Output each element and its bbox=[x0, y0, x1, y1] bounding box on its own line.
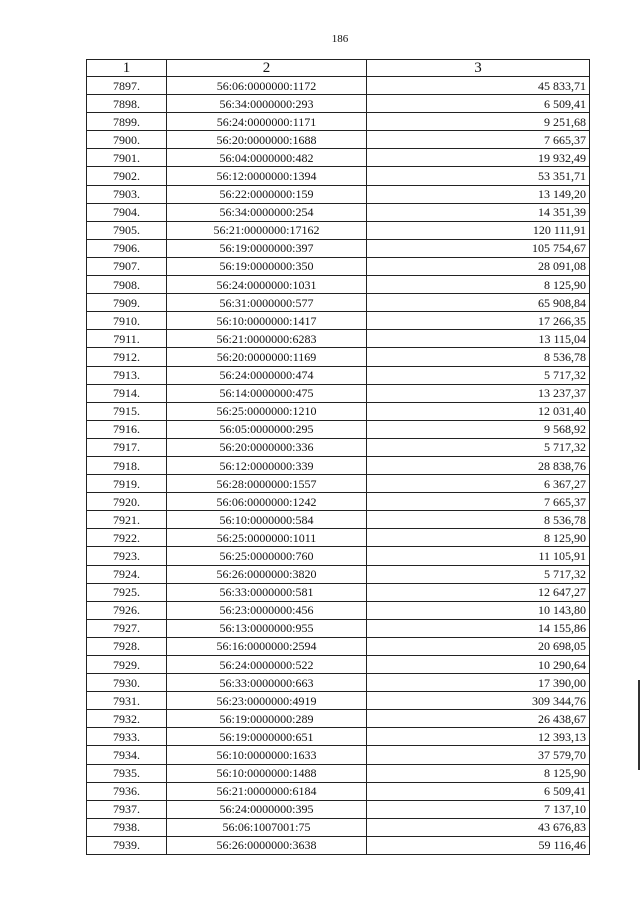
value-cell: 14 351,39 bbox=[367, 203, 590, 221]
cadastral-number-cell: 56:23:0000000:456 bbox=[167, 601, 367, 619]
row-number-cell: 7912. bbox=[87, 348, 167, 366]
row-number-cell: 7936. bbox=[87, 782, 167, 800]
cadastral-number-cell: 56:24:0000000:1031 bbox=[167, 276, 367, 294]
cadastral-number-cell: 56:06:0000000:1172 bbox=[167, 77, 367, 95]
cadastral-number-cell: 56:24:0000000:1171 bbox=[167, 113, 367, 131]
cadastral-number-cell: 56:25:0000000:760 bbox=[167, 547, 367, 565]
row-number-cell: 7926. bbox=[87, 601, 167, 619]
row-number-cell: 7904. bbox=[87, 203, 167, 221]
cadastral-number-cell: 56:10:0000000:1417 bbox=[167, 312, 367, 330]
row-number-cell: 7903. bbox=[87, 185, 167, 203]
value-cell: 9 251,68 bbox=[367, 113, 590, 131]
cadastral-number-cell: 56:19:0000000:397 bbox=[167, 239, 367, 257]
row-number-cell: 7920. bbox=[87, 493, 167, 511]
page-number: 186 bbox=[331, 33, 349, 45]
table-row bbox=[87, 583, 590, 601]
value-cell: 309 344,76 bbox=[367, 692, 590, 710]
value-cell: 10 143,80 bbox=[367, 601, 590, 619]
row-number-cell: 7927. bbox=[87, 619, 167, 637]
value-cell: 12 647,27 bbox=[367, 583, 590, 601]
cadastral-number-cell: 56:28:0000000:1557 bbox=[167, 475, 367, 493]
value-cell: 7 665,37 bbox=[367, 131, 590, 149]
cadastral-number-cell: 56:25:0000000:1011 bbox=[167, 529, 367, 547]
cadastral-number-cell: 56:10:0000000:584 bbox=[167, 511, 367, 529]
value-cell: 7 665,37 bbox=[367, 493, 590, 511]
table-row bbox=[87, 348, 590, 366]
row-number-cell: 7933. bbox=[87, 728, 167, 746]
table-row bbox=[87, 149, 590, 167]
cadastral-number-cell: 56:19:0000000:289 bbox=[167, 710, 367, 728]
row-number-cell: 7915. bbox=[87, 402, 167, 420]
row-number-cell: 7905. bbox=[87, 221, 167, 239]
row-number-cell: 7931. bbox=[87, 692, 167, 710]
cadastral-number-cell: 56:06:0000000:1242 bbox=[167, 493, 367, 511]
row-number-cell: 7937. bbox=[87, 800, 167, 818]
cadastral-number-cell: 56:20:0000000:1169 bbox=[167, 348, 367, 366]
cadastral-number-cell: 56:16:0000000:2594 bbox=[167, 637, 367, 655]
value-cell: 45 833,71 bbox=[367, 77, 590, 95]
row-number-cell: 7924. bbox=[87, 565, 167, 583]
cadastral-number-cell: 56:34:0000000:293 bbox=[167, 95, 367, 113]
value-cell: 7 137,10 bbox=[367, 800, 590, 818]
value-cell: 11 105,91 bbox=[367, 547, 590, 565]
column-header-1: 1 bbox=[87, 60, 167, 77]
value-cell: 5 717,32 bbox=[367, 565, 590, 583]
value-cell: 13 237,37 bbox=[367, 384, 590, 402]
cadastral-number-cell: 56:20:0000000:1688 bbox=[167, 131, 367, 149]
cadastral-number-cell: 56:24:0000000:474 bbox=[167, 366, 367, 384]
cadastral-number-cell: 56:23:0000000:4919 bbox=[167, 692, 367, 710]
table-row bbox=[87, 547, 590, 565]
value-cell: 53 351,71 bbox=[367, 167, 590, 185]
table-row bbox=[87, 637, 590, 655]
cadastral-number-cell: 56:22:0000000:159 bbox=[167, 185, 367, 203]
value-cell: 6 367,27 bbox=[367, 475, 590, 493]
value-cell: 8 125,90 bbox=[367, 276, 590, 294]
cadastral-number-cell: 56:25:0000000:1210 bbox=[167, 402, 367, 420]
table-row bbox=[87, 113, 590, 131]
table-row bbox=[87, 276, 590, 294]
table-row bbox=[87, 746, 590, 764]
table-row bbox=[87, 384, 590, 402]
registry-table bbox=[86, 59, 590, 855]
value-cell: 17 390,00 bbox=[367, 674, 590, 692]
row-number-cell: 7934. bbox=[87, 746, 167, 764]
row-number-cell: 7900. bbox=[87, 131, 167, 149]
value-cell: 5 717,32 bbox=[367, 438, 590, 456]
value-cell: 59 116,46 bbox=[367, 836, 590, 854]
table-row bbox=[87, 782, 590, 800]
value-cell: 19 932,49 bbox=[367, 149, 590, 167]
row-number-cell: 7935. bbox=[87, 764, 167, 782]
cadastral-number-cell: 56:14:0000000:475 bbox=[167, 384, 367, 402]
value-cell: 105 754,67 bbox=[367, 239, 590, 257]
table-row bbox=[87, 239, 590, 257]
table-row bbox=[87, 818, 590, 836]
value-cell: 37 579,70 bbox=[367, 746, 590, 764]
row-number-cell: 7929. bbox=[87, 656, 167, 674]
table-row bbox=[87, 366, 590, 384]
table-row bbox=[87, 167, 590, 185]
table-row bbox=[87, 728, 590, 746]
table-row bbox=[87, 456, 590, 474]
table-body bbox=[87, 77, 590, 855]
table-row bbox=[87, 330, 590, 348]
table-row bbox=[87, 493, 590, 511]
value-cell: 8 536,78 bbox=[367, 348, 590, 366]
row-number-cell: 7914. bbox=[87, 384, 167, 402]
row-number-cell: 7906. bbox=[87, 239, 167, 257]
row-number-cell: 7899. bbox=[87, 113, 167, 131]
table-row bbox=[87, 221, 590, 239]
table-row bbox=[87, 710, 590, 728]
table-row bbox=[87, 475, 590, 493]
value-cell: 13 115,04 bbox=[367, 330, 590, 348]
value-cell: 120 111,91 bbox=[367, 221, 590, 239]
row-number-cell: 7921. bbox=[87, 511, 167, 529]
cadastral-number-cell: 56:13:0000000:955 bbox=[167, 619, 367, 637]
cadastral-number-cell: 56:12:0000000:339 bbox=[167, 456, 367, 474]
row-number-cell: 7898. bbox=[87, 95, 167, 113]
table-row bbox=[87, 185, 590, 203]
cadastral-number-cell: 56:33:0000000:581 bbox=[167, 583, 367, 601]
table-row bbox=[87, 529, 590, 547]
table-row bbox=[87, 601, 590, 619]
row-number-cell: 7932. bbox=[87, 710, 167, 728]
table-row bbox=[87, 511, 590, 529]
cadastral-number-cell: 56:12:0000000:1394 bbox=[167, 167, 367, 185]
cadastral-number-cell: 56:26:0000000:3820 bbox=[167, 565, 367, 583]
cadastral-number-cell: 56:24:0000000:522 bbox=[167, 656, 367, 674]
table-row bbox=[87, 800, 590, 818]
cadastral-number-cell: 56:21:0000000:6283 bbox=[167, 330, 367, 348]
cadastral-number-cell: 56:21:0000000:17162 bbox=[167, 221, 367, 239]
table-row bbox=[87, 131, 590, 149]
row-number-cell: 7897. bbox=[87, 77, 167, 95]
table-header-row bbox=[87, 60, 590, 77]
value-cell: 20 698,05 bbox=[367, 637, 590, 655]
cadastral-number-cell: 56:33:0000000:663 bbox=[167, 674, 367, 692]
table-row bbox=[87, 402, 590, 420]
value-cell: 8 536,78 bbox=[367, 511, 590, 529]
row-number-cell: 7923. bbox=[87, 547, 167, 565]
table-row bbox=[87, 836, 590, 854]
row-number-cell: 7922. bbox=[87, 529, 167, 547]
row-number-cell: 7916. bbox=[87, 420, 167, 438]
cadastral-number-cell: 56:05:0000000:295 bbox=[167, 420, 367, 438]
table-row bbox=[87, 77, 590, 95]
table-row bbox=[87, 565, 590, 583]
value-cell: 14 155,86 bbox=[367, 619, 590, 637]
value-cell: 6 509,41 bbox=[367, 95, 590, 113]
cadastral-number-cell: 56:20:0000000:336 bbox=[167, 438, 367, 456]
cadastral-number-cell: 56:19:0000000:350 bbox=[167, 257, 367, 275]
value-cell: 12 031,40 bbox=[367, 402, 590, 420]
value-cell: 8 125,90 bbox=[367, 529, 590, 547]
table-row bbox=[87, 619, 590, 637]
row-number-cell: 7911. bbox=[87, 330, 167, 348]
value-cell: 9 568,92 bbox=[367, 420, 590, 438]
value-cell: 28 838,76 bbox=[367, 456, 590, 474]
cadastral-number-cell: 56:26:0000000:3638 bbox=[167, 836, 367, 854]
table-row bbox=[87, 764, 590, 782]
value-cell: 13 149,20 bbox=[367, 185, 590, 203]
row-number-cell: 7918. bbox=[87, 456, 167, 474]
row-number-cell: 7913. bbox=[87, 366, 167, 384]
table-row bbox=[87, 420, 590, 438]
table-row bbox=[87, 312, 590, 330]
value-cell: 28 091,08 bbox=[367, 257, 590, 275]
value-cell: 65 908,84 bbox=[367, 294, 590, 312]
row-number-cell: 7925. bbox=[87, 583, 167, 601]
row-number-cell: 7917. bbox=[87, 438, 167, 456]
value-cell: 6 509,41 bbox=[367, 782, 590, 800]
cadastral-number-cell: 56:10:0000000:1633 bbox=[167, 746, 367, 764]
value-cell: 5 717,32 bbox=[367, 366, 590, 384]
row-number-cell: 7901. bbox=[87, 149, 167, 167]
table-row bbox=[87, 203, 590, 221]
table-row bbox=[87, 257, 590, 275]
value-cell: 12 393,13 bbox=[367, 728, 590, 746]
value-cell: 8 125,90 bbox=[367, 764, 590, 782]
table-row bbox=[87, 294, 590, 312]
value-cell: 43 676,83 bbox=[367, 818, 590, 836]
value-cell: 17 266,35 bbox=[367, 312, 590, 330]
row-number-cell: 7907. bbox=[87, 257, 167, 275]
table-row bbox=[87, 95, 590, 113]
column-header-2: 2 bbox=[167, 60, 367, 77]
cadastral-number-cell: 56:31:0000000:577 bbox=[167, 294, 367, 312]
cadastral-number-cell: 56:21:0000000:6184 bbox=[167, 782, 367, 800]
table-row bbox=[87, 692, 590, 710]
row-number-cell: 7928. bbox=[87, 637, 167, 655]
table-row bbox=[87, 674, 590, 692]
row-number-cell: 7930. bbox=[87, 674, 167, 692]
table-row bbox=[87, 656, 590, 674]
row-number-cell: 7939. bbox=[87, 836, 167, 854]
row-number-cell: 7908. bbox=[87, 276, 167, 294]
cadastral-number-cell: 56:34:0000000:254 bbox=[167, 203, 367, 221]
row-number-cell: 7902. bbox=[87, 167, 167, 185]
cadastral-number-cell: 56:04:0000000:482 bbox=[167, 149, 367, 167]
row-number-cell: 7909. bbox=[87, 294, 167, 312]
value-cell: 26 438,67 bbox=[367, 710, 590, 728]
cadastral-number-cell: 56:10:0000000:1488 bbox=[167, 764, 367, 782]
row-number-cell: 7910. bbox=[87, 312, 167, 330]
row-number-cell: 7938. bbox=[87, 818, 167, 836]
column-header-3: 3 bbox=[367, 60, 590, 77]
cadastral-number-cell: 56:24:0000000:395 bbox=[167, 800, 367, 818]
row-number-cell: 7919. bbox=[87, 475, 167, 493]
value-cell: 10 290,64 bbox=[367, 656, 590, 674]
cadastral-number-cell: 56:19:0000000:651 bbox=[167, 728, 367, 746]
table-row bbox=[87, 438, 590, 456]
cadastral-number-cell: 56:06:1007001:75 bbox=[167, 818, 367, 836]
